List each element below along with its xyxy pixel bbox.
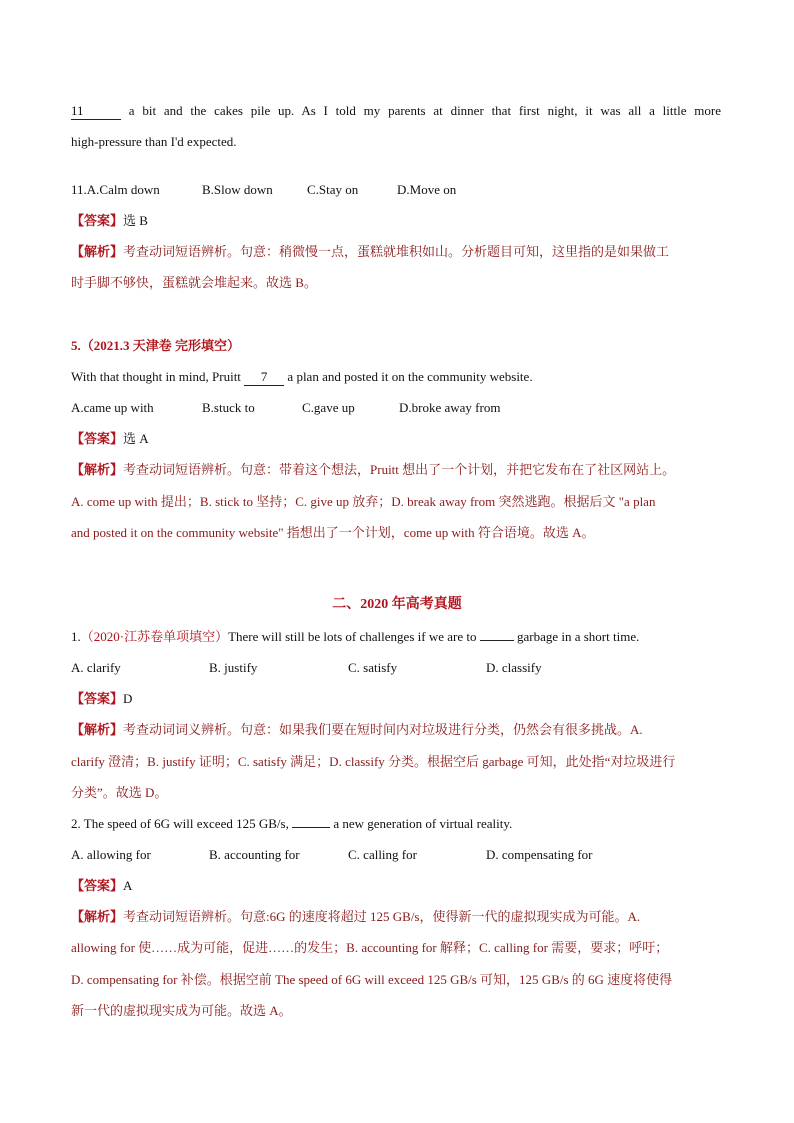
s2q1-analysis-line2: clarify 澄清；B. justify 证明；C. satisfy 满足；D. classify 分类。根据空后 garbage 可知，此处指“对垃圾进行 [71,754,676,769]
s2q1-blank [480,640,514,641]
q11-line1-text: a bit and the cakes pile up. As I told my parents at dinner that first night, it was all a little more [128,103,721,118]
answer-tag: 【答案】 [71,878,124,893]
s2q2-stem: 2. The speed of 6G will exceed 125 GB/s, a new generation of virtual reality. [71,816,513,831]
q11-line2: high-pressure than I'd expected. [71,134,237,149]
q11-option-d: D.Move on [397,182,457,197]
s2q1-option-b: B. justify [209,660,258,675]
q11-answer [71,213,148,229]
s2q1-option-a: A. clarify [71,660,121,675]
s2q2-blank [292,827,330,828]
s2q2-option-a: A. allowing for [71,847,151,862]
s2q2-analysis-line4: 新一代的虚拟现实成为可能。故选 A。 [71,1003,292,1018]
q5-option-c: C.gave up [302,400,355,415]
q5-option-a: A.came up with [71,400,154,415]
s2q2-options [71,847,593,863]
q5-blank: 7 [244,369,284,386]
q5-heading: 5.（2021.3 天津卷 完形填空） [71,338,241,353]
q5-answer-value: 选 A [123,431,149,446]
s2q1-answer-value: D [123,691,133,706]
analysis-tag: 【解析】 [71,722,124,737]
analysis-tag: 【解析】 [71,909,124,924]
q11-option-b: B.Slow down [202,182,273,197]
s2q2-option-d: D. compensating for [486,847,593,862]
s2q1-source: （2020·江苏卷单项填空） [80,629,229,644]
s2q1-answer [71,691,132,707]
answer-tag: 【答案】 [71,213,124,228]
s2q1-options [71,660,542,676]
s2q2-analysis-line3: D. compensating for 补偿。根据空前 The speed of 6G will exceed 125 GB/s 可知，125 GB/s 的 6G 速度将使得 [71,972,673,987]
q5-option-b: B.stuck to [202,400,255,415]
q5-analysis-line1: 【解析】考查动词短语辨析。句意：带着这个想法，Pruitt 想出了一个计划，并把它发布在了社区网站上。 [71,462,676,477]
q5-option-d: D.broke away from [399,400,501,415]
q11-options [71,182,456,198]
q11-analysis-line2: 时手脚不够快，蛋糕就会堆起来。故选 B。 [71,275,317,290]
answer-tag: 【答案】 [71,691,124,706]
analysis-tag: 【解析】 [71,244,124,259]
q5-answer [71,431,149,447]
q11-answer-value: 选 B [123,213,148,228]
s2q1-option-d: D. classify [486,660,542,675]
q11-blank: 11 [71,103,121,120]
q11-option-a: 11.A.Calm down [71,182,160,197]
s2q2-analysis-line2: allowing for 使……成为可能，促进……的发生；B. accounting for 解释；C. calling for 需要，要求；呼吁； [71,940,669,955]
q5-analysis-line2: A. come up with 提出；B. stick to 坚持；C. give up 放弃；D. break away from 突然逃跑。根据后文 "a plan [71,494,656,509]
q11-analysis-line1: 【解析】考查动词短语辨析。句意：稍微慢一点，蛋糕就堆积如山。分析题目可知，这里指的是如果做工 [71,244,670,259]
s2q1-analysis-line1: 【解析】考查动词词义辨析。句意：如果我们要在短时间内对垃圾进行分类，仍然会有很多挑战。A. [71,722,643,737]
q11-option-c: C.Stay on [307,182,359,197]
s2q2-option-c: C. calling for [348,847,417,862]
s2q2-answer-value: A [123,878,133,893]
s2q2-answer [71,878,132,894]
s2q2-option-b: B. accounting for [209,847,300,862]
s2q2-analysis-line1: 【解析】考查动词短语辨析。句意:6G 的速度将超过 125 GB/s，使得新一代的虚拟现实成为可能。A. [71,909,641,924]
answer-tag: 【答案】 [71,431,124,446]
q5-stem: With that thought in mind, Pruitt 7 a plan and posted it on the community website. [71,369,533,384]
s2q1-option-c: C. satisfy [348,660,398,675]
q5-analysis-line3: and posted it on the community website" 指想出了一个计划，come up with 符合语境。故选 A。 [71,525,595,540]
q5-options [71,400,500,416]
s2q1-stem: 1.（2020·江苏卷单项填空）There will still be lots of challenges if we are to garbage in a short time. [71,629,640,644]
analysis-tag: 【解析】 [71,462,124,477]
s2q1-analysis-line3: 分类”。故选 D。 [71,785,168,800]
q11-line1 [71,103,721,120]
section-title: 二、2020 年高考真题 [332,597,462,612]
